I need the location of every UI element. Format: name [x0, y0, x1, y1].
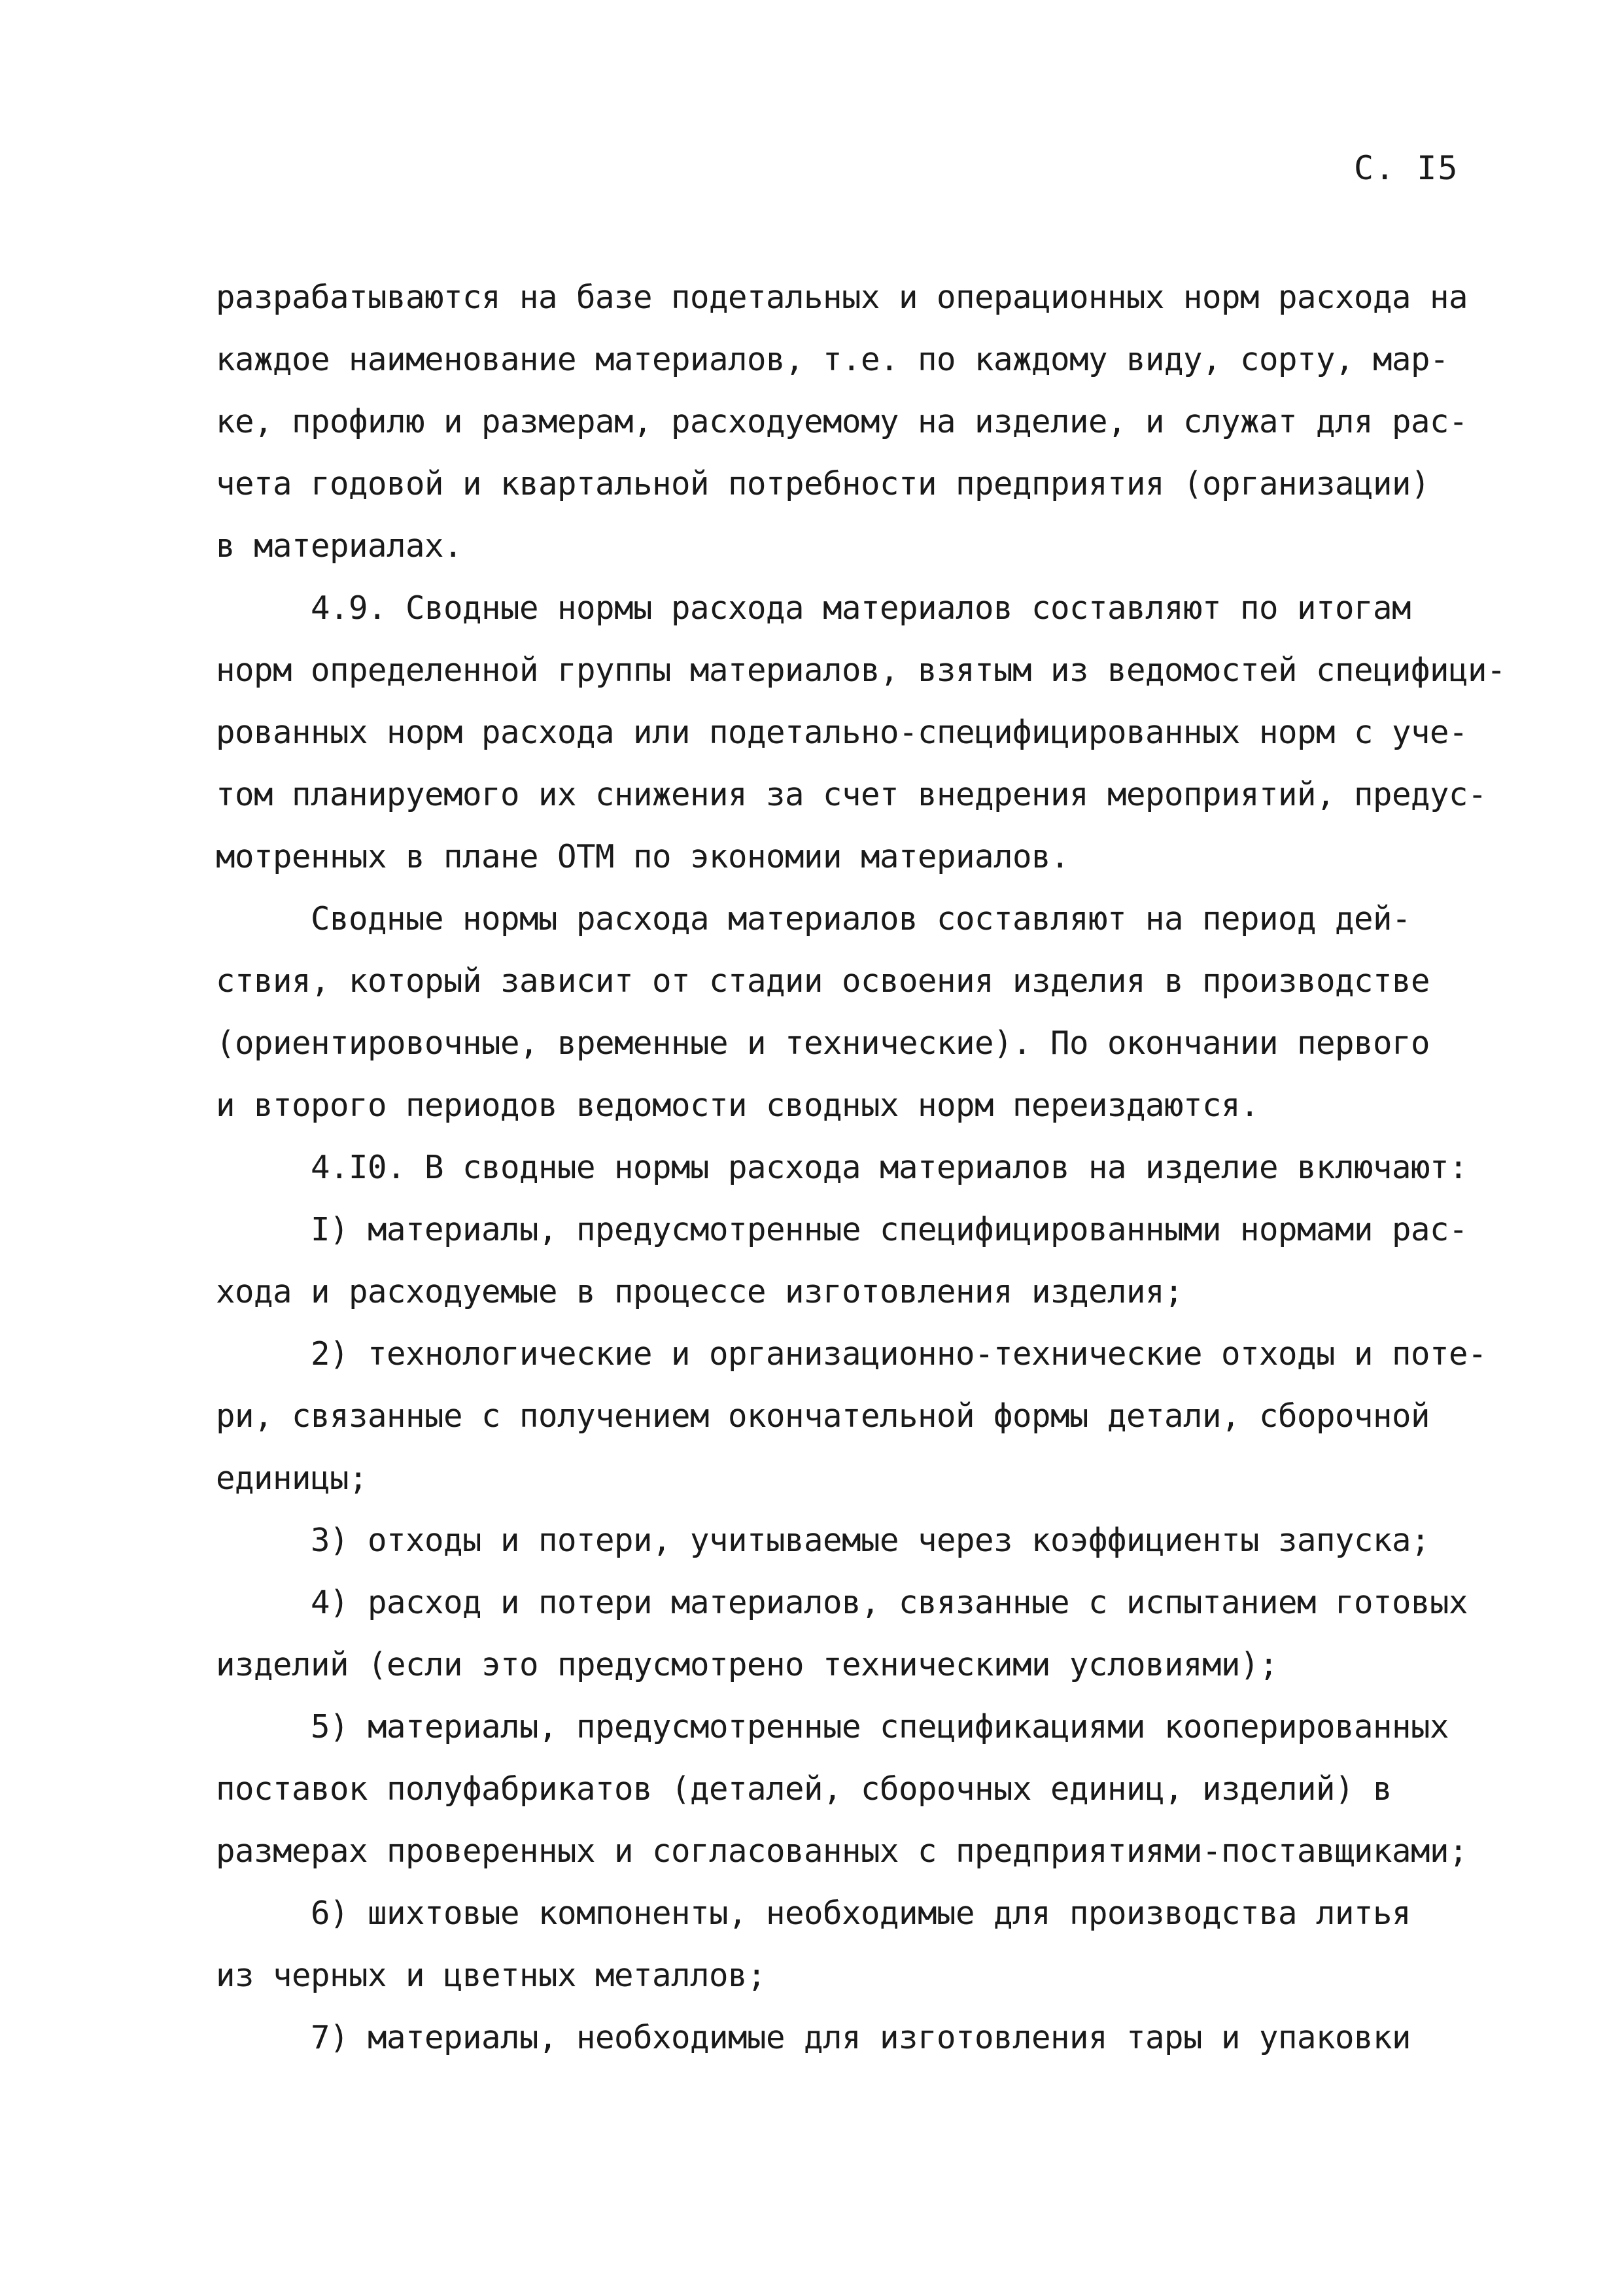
text-line: ри, связанные с получением окончательной формы детали, сборочной: [216, 1397, 1430, 1435]
paragraph-start: 4.I0. В сводные нормы расхода материалов на изделие включают:: [311, 1149, 1468, 1186]
paragraph-start: 4.9. Сводные нормы расхода материалов составляют по итогам: [311, 589, 1411, 627]
text-line: чета годовой и квартальной потребности предприятия (организации): [216, 465, 1430, 502]
list-item-start: 7) материалы, необходимые для изготовления тары и упаковки: [311, 2019, 1411, 2056]
text-line: том планируемого их снижения за счет внедрения мероприятий, предус-: [216, 776, 1487, 813]
text-line: хода и расходуемые в процессе изготовления изделия;: [216, 1273, 1184, 1310]
text-line: изделий (если это предусмотрено техническими условиями);: [216, 1646, 1279, 1683]
text-line: норм определенной группы материалов, взятым из ведомостей специфици-: [216, 652, 1506, 689]
text-line: мотренных в плане ОТМ по экономии материалов.: [216, 838, 1070, 875]
list-item-start: I) материалы, предусмотренные специфицированными нормами рас-: [311, 1211, 1468, 1248]
list-item-start: 2) технологические и организационно-технические отходы и поте-: [311, 1335, 1487, 1373]
page-number: С. I5: [1354, 149, 1459, 187]
text-line: (ориентировочные, временные и технические). По окончании первого: [216, 1025, 1430, 1062]
text-line: ке, профилю и размерам, расходуемому на изделие, и служат для рас-: [216, 403, 1468, 440]
list-item-start: 6) шихтовые компоненты, необходимые для производства литья: [311, 1895, 1411, 1932]
paragraph-start: Сводные нормы расхода материалов составляют на период дей-: [311, 900, 1411, 937]
list-item-start: 4) расход и потери материалов, связанные с испытанием готовых: [311, 1584, 1468, 1621]
text-line: поставок полуфабрикатов (деталей, сборочных единиц, изделий) в: [216, 1770, 1392, 1808]
text-line: каждое наименование материалов, т.е. по каждому виду, сорту, мар-: [216, 341, 1449, 378]
text-line: рованных норм расхода или подетально-специфицированных норм с уче-: [216, 714, 1468, 751]
text-line: размерах проверенных и согласованных с предприятиями-поставщиками;: [216, 1832, 1468, 1870]
text-line: единицы;: [216, 1460, 368, 1497]
text-line: из черных и цветных металлов;: [216, 1957, 767, 1994]
list-item-start: 5) материалы, предусмотренные спецификациями кооперированных: [311, 1708, 1449, 1745]
text-line: и второго периодов ведомости сводных норм переиздаются.: [216, 1087, 1260, 1124]
text-line: в материалах.: [216, 527, 463, 565]
text-line: разрабатываются на базе подетальных и операционных норм расхода на: [216, 279, 1468, 316]
text-line: ствия, который зависит от стадии освоения изделия в производстве: [216, 962, 1430, 1000]
list-item-start: 3) отходы и потери, учитываемые через коэффициенты запуска;: [311, 1522, 1430, 1559]
